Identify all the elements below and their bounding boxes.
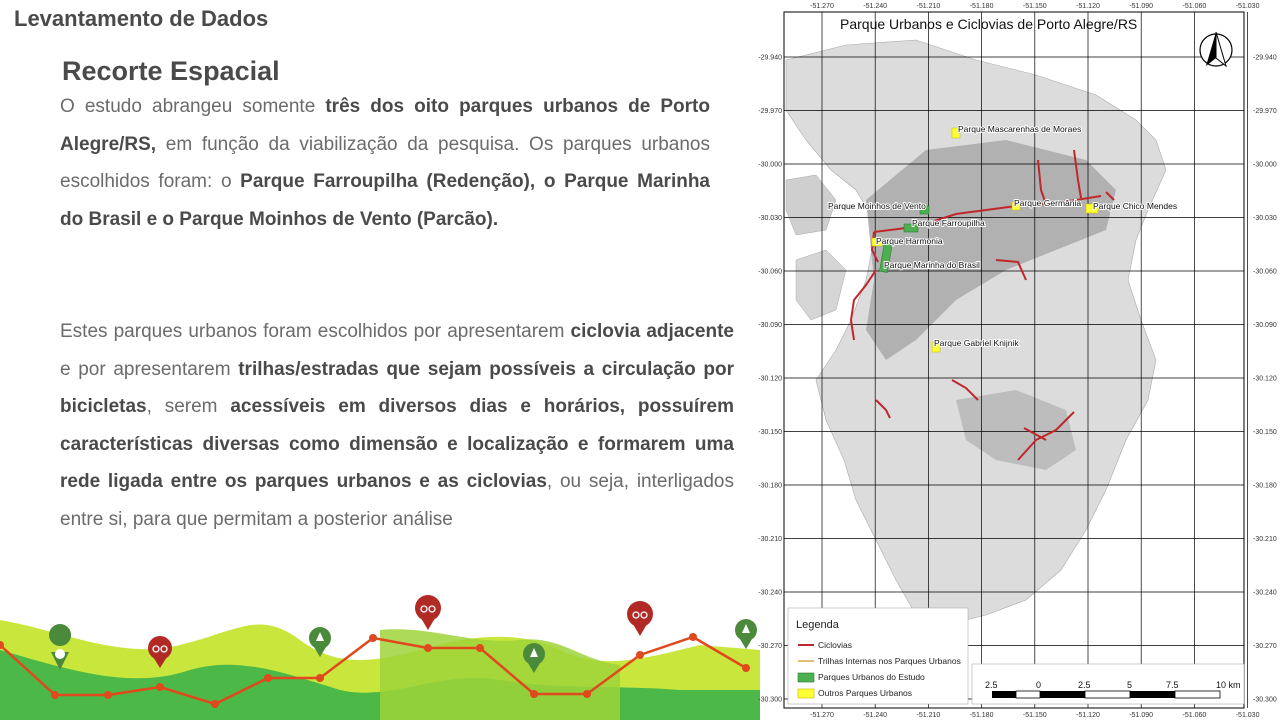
x-tick-label-bottom: -51.240 xyxy=(863,712,888,719)
x-tick-label-bottom: -51.210 xyxy=(916,712,941,719)
paragraph-selection-criteria xyxy=(60,313,734,538)
slide-header: Levantamento de Dados xyxy=(14,6,269,31)
y-tick-label-left: -30.000 xyxy=(758,161,782,169)
x-tick-label-top: -51.120 xyxy=(1076,3,1100,10)
park-label-marinha: Parque Marinha do Brasil xyxy=(884,260,980,270)
x-tick-label-top: -51.180 xyxy=(969,3,994,10)
y-tick-label-left: -30.030 xyxy=(758,215,782,222)
park-label-farroupilha: Parque Farroupilha xyxy=(912,218,985,228)
y-tick-label-right: -30.240 xyxy=(1253,589,1277,597)
y-tick-label-left: -30.180 xyxy=(758,482,782,490)
park-label-germania: Parque Germânia xyxy=(1014,198,1082,208)
y-tick-label-right: -29.940 xyxy=(1253,54,1277,62)
y-tick-label-right: -30.300 xyxy=(1253,696,1277,704)
y-tick-label-left: -30.300 xyxy=(758,696,782,704)
map-figure xyxy=(756,0,1280,720)
scale-label-0: 2.5 xyxy=(985,680,998,690)
para2-bold-2: trilhas/estradas que sejam possíveis a circulação por bicicletas xyxy=(60,358,735,417)
x-tick-label-top: -51.090 xyxy=(1129,3,1154,10)
map-legend xyxy=(788,608,968,704)
x-tick-label-bottom: -51.060 xyxy=(1182,712,1207,719)
y-tick-label-left: -30.150 xyxy=(758,429,782,436)
scale-bar xyxy=(972,664,1244,704)
park-label-chico-mendes: Parque Chico Mendes xyxy=(1093,201,1178,211)
y-tick-label-right: -30.120 xyxy=(1253,375,1277,383)
y-tick-label-left: -30.060 xyxy=(758,268,782,276)
y-tick-label-left: -30.090 xyxy=(758,322,782,329)
x-tick-label-bottom: -51.030 xyxy=(1235,712,1260,719)
legend-item-other-parks: Outros Parques Urbanos xyxy=(818,688,913,698)
paragraph-study-scope xyxy=(60,88,710,238)
legend-swatch-other-parks xyxy=(798,689,814,698)
map-pin-bike-icon xyxy=(627,601,653,636)
y-tick-label-left: -29.970 xyxy=(758,108,782,115)
y-tick-label-left: -29.940 xyxy=(758,54,782,62)
x-tick-label-top: -51.150 xyxy=(1022,3,1047,10)
y-tick-label-left: -30.270 xyxy=(758,643,782,650)
x-tick-label-top: -51.270 xyxy=(810,3,834,10)
x-tick-label-bottom: -51.150 xyxy=(1022,712,1047,719)
y-tick-label-left: -30.120 xyxy=(758,375,782,383)
para2-text-3: , serem xyxy=(146,396,231,417)
scale-label-2: 2.5 xyxy=(1078,680,1091,690)
x-tick-label-top: -51.030 xyxy=(1235,3,1260,10)
y-tick-label-right: -30.150 xyxy=(1253,429,1277,436)
y-tick-label-left: -30.210 xyxy=(758,536,782,543)
y-tick-label-right: -30.060 xyxy=(1253,268,1277,276)
map-svg xyxy=(756,0,1280,720)
x-tick-label-bottom: -51.090 xyxy=(1129,712,1154,719)
para1-text-1: O estudo abrangeu somente xyxy=(60,96,326,117)
park-label-moinhos: Parque Moinhos de Vento xyxy=(828,201,926,211)
x-tick-label-bottom: -51.180 xyxy=(969,712,994,719)
y-tick-label-right: -30.180 xyxy=(1253,482,1277,490)
legend-item-trilhas: Trilhas Internas nos Parques Urbanos xyxy=(818,656,961,666)
legend-item-study-parks: Parques Urbanos do Estudo xyxy=(818,672,925,682)
y-tick-label-right: -29.970 xyxy=(1253,108,1277,115)
x-tick-label-top: -51.210 xyxy=(916,3,941,10)
x-tick-label-top: -51.240 xyxy=(863,3,888,10)
para2-text-2: e por apresentarem xyxy=(60,358,239,380)
para2-text-4: , ou seja, interligados entre si, para que permitam a posterior análise xyxy=(60,471,734,530)
park-label-harmonia: Parque Harmonia xyxy=(876,236,943,246)
para2-bold-3: acessíveis em diversos dias e horários, possuírem características diversas como dimensão e localização e formarem uma rede ligada entre os parques urbanos e as ciclovias xyxy=(60,396,734,492)
x-tick-label-top: -51.060 xyxy=(1182,3,1207,10)
park-label-gabriel-knijnik: Parque Gabriel Knijnik xyxy=(934,338,1019,348)
legend-title: Legenda xyxy=(796,619,839,631)
x-tick-label-bottom: -51.120 xyxy=(1076,712,1100,719)
y-tick-label-right: -30.210 xyxy=(1253,536,1277,543)
park-label-mascarenhas: Parque Mascarenhas de Moraes xyxy=(958,124,1082,134)
y-tick-label-right: -30.090 xyxy=(1253,322,1277,329)
para1-bold-2: Parque Farroupilha (Redenção), o Parque Marinha do Brasil e o Parque Moinhos de Vento (Parcão). xyxy=(60,171,710,230)
y-tick-label-right: -30.270 xyxy=(1253,643,1277,650)
scale-label-3: 5 xyxy=(1127,680,1133,690)
para2-text-1: Estes parques urbanos foram escolhidos por apresentarem xyxy=(60,321,571,342)
legend-swatch-study-parks xyxy=(798,673,814,682)
scale-label-1: 0 xyxy=(1036,680,1042,690)
hills-mid xyxy=(380,629,620,720)
landscape-illustration xyxy=(0,590,760,720)
para1-text-2: em função da viabilização da pesquisa. Os parques urbanos escolhidos foram: o xyxy=(60,133,710,192)
scale-label-4: 7.5 xyxy=(1166,680,1179,690)
scale-label-5: 10 km xyxy=(1216,680,1241,690)
map-title: Parque Urbanos e Ciclovias de Porto Alegre/RS xyxy=(840,16,1138,32)
para2-bold-1: ciclovia adjacente xyxy=(570,321,734,342)
x-tick-label-bottom: -51.270 xyxy=(810,712,834,719)
legend-item-ciclovias: Ciclovias xyxy=(818,640,853,650)
y-tick-label-left: -30.240 xyxy=(758,589,782,597)
para1-bold-1: três dos oito parques urbanos de Porto Alegre/RS, xyxy=(60,96,710,155)
y-tick-label-right: -30.030 xyxy=(1253,215,1277,222)
y-tick-label-right: -30.000 xyxy=(1253,161,1277,169)
map-pin-tree-icon xyxy=(735,619,757,649)
map-pin-bike-icon xyxy=(415,595,441,630)
section-title: Recorte Espacial xyxy=(62,56,280,86)
